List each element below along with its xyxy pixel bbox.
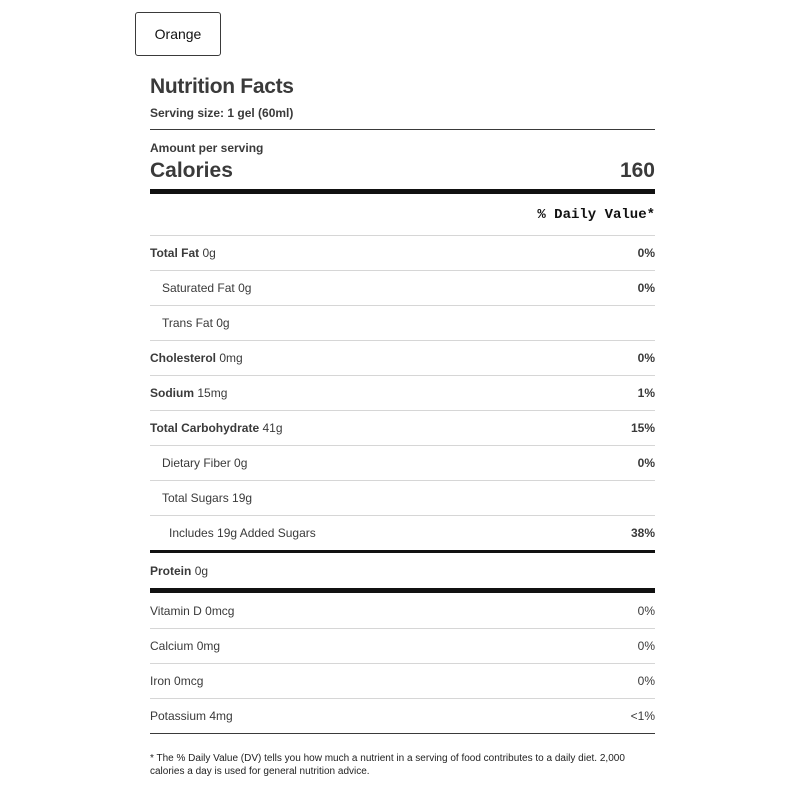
nutrient-dv: 0% — [637, 281, 655, 295]
nutrient-dv: 15% — [630, 421, 655, 435]
nutrient-row-total-carbohydrate — [150, 410, 655, 445]
vitamin-dv: <1% — [630, 709, 655, 723]
nutrient-amount: 0g — [216, 316, 230, 330]
nutrition-facts-panel — [150, 74, 655, 778]
nutrient-name: Total Fat — [150, 246, 200, 260]
vitamin-name: Calcium — [150, 639, 194, 653]
nutrient-name: Sodium — [150, 386, 194, 400]
vitamin-dv: 0% — [637, 674, 655, 688]
vitamin-row-vitamin-d — [150, 593, 655, 628]
serving-size: Serving size: 1 gel (60ml) — [150, 106, 294, 120]
divider — [150, 129, 655, 130]
nutrient-name: Cholesterol — [150, 351, 217, 365]
vitamin-dv: 0% — [637, 603, 655, 618]
daily-value-footnote: * The % Daily Value (DV) tells you how much a nutrient in a serving of food contributes to a daily diet. 2,000 calories a day is used for general nutrition advice. — [150, 753, 625, 777]
vitamin-name: Iron — [150, 674, 171, 688]
nutrient-name: Total Sugars — [162, 491, 229, 505]
nutrient-amount: 0g — [234, 456, 248, 470]
nutrient-name: Includes 19g Added Sugars — [169, 526, 316, 540]
nutrient-amount: 19g — [232, 491, 253, 505]
nutrient-row-dietary-fiber — [150, 445, 655, 480]
nutrient-row-cholesterol — [150, 340, 655, 375]
nutrient-row-added-sugars — [150, 515, 655, 550]
nutrient-amount: 0g — [194, 563, 209, 578]
flavor-tab-orange[interactable]: Orange — [135, 12, 221, 56]
nutrient-dv: 0% — [637, 351, 655, 365]
vitamin-row-calcium — [150, 628, 655, 663]
nutrient-row-total-fat — [150, 235, 655, 270]
nutrition-title: Nutrition Facts — [150, 75, 294, 98]
nutrient-name: Dietary Fiber — [162, 456, 231, 470]
nutrient-amount: 0mg — [219, 351, 243, 365]
nutrient-name: Protein — [150, 563, 192, 578]
nutrient-name: Saturated Fat — [162, 281, 235, 295]
vitamin-amount: 0mg — [196, 639, 221, 653]
amount-per-serving: Amount per serving — [150, 141, 264, 155]
divider — [150, 733, 655, 734]
vitamin-amount: 0mcg — [174, 674, 204, 688]
vitamin-name: Vitamin D — [150, 603, 202, 618]
vitamin-dv: 0% — [637, 639, 655, 653]
nutrient-dv: 38% — [630, 526, 655, 540]
nutrient-amount: 41g — [262, 421, 283, 435]
nutrient-amount: 0g — [202, 246, 216, 260]
daily-value-header: % Daily Value* — [537, 206, 655, 223]
nutrient-amount: 0g — [238, 281, 252, 295]
nutrient-row-protein — [150, 553, 655, 588]
nutrient-amount: 15mg — [197, 386, 228, 400]
calories-label: Calories — [150, 159, 233, 182]
vitamin-amount: 0mcg — [205, 603, 235, 618]
vitamin-name: Potassium — [150, 709, 207, 723]
nutrient-name: Total Carbohydrate — [150, 421, 260, 435]
nutrient-row-total-sugars — [150, 480, 655, 515]
vitamin-row-potassium — [150, 698, 655, 733]
vitamin-amount: 4mg — [209, 709, 233, 723]
nutrient-name: Trans Fat — [162, 316, 213, 330]
nutrient-dv: 1% — [637, 386, 655, 400]
nutrient-row-sodium — [150, 375, 655, 410]
calories-row — [150, 156, 655, 186]
nutrient-dv: 0% — [637, 246, 655, 260]
nutrient-row-saturated-fat — [150, 270, 655, 305]
nutrient-dv: 0% — [637, 456, 655, 470]
calories-value: 160 — [619, 159, 655, 182]
nutrient-row-trans-fat — [150, 305, 655, 340]
vitamin-row-iron — [150, 663, 655, 698]
